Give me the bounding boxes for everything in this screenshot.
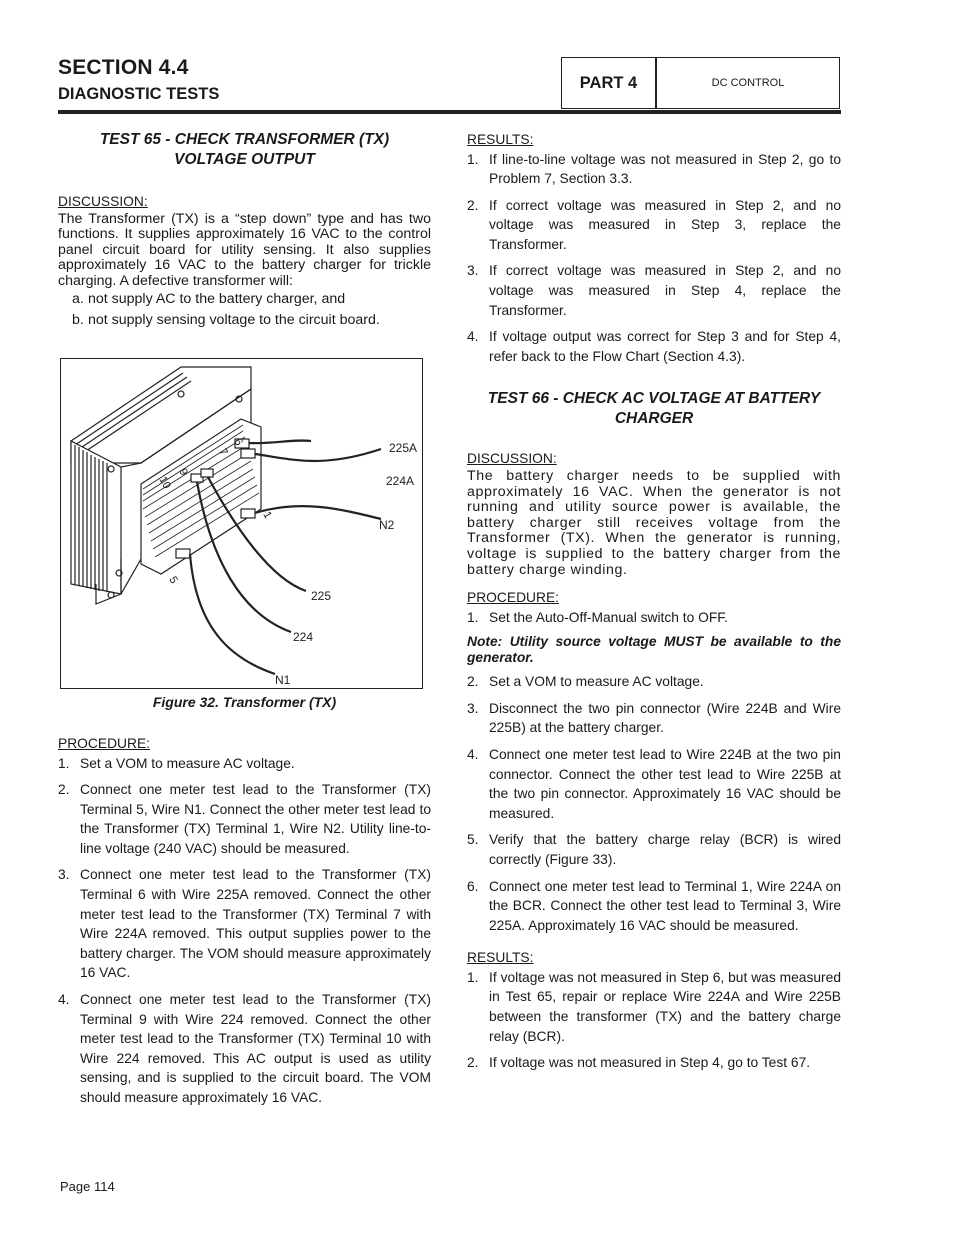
step-text: If voltage was not measured in Step 4, go to Test 67.	[489, 1055, 811, 1071]
test66-title-line2: CHARGER	[614, 410, 694, 428]
step-number: 5.	[467, 832, 479, 848]
step-text: Set a VOM to measure AC voltage.	[80, 755, 295, 771]
step-text: Connect one meter test lead to Wire 224B at the two pin connector. Connect the other test lead to Wire 225B at the two pin connector. Approximately 16 VAC should be measured.	[489, 746, 841, 821]
list-marker: b.	[72, 312, 84, 329]
step-number: 2.	[58, 782, 70, 798]
test66-results-list	[467, 968, 841, 1073]
step-number: 1.	[467, 609, 479, 625]
step-number: 3.	[467, 700, 479, 716]
list-item	[467, 608, 841, 628]
test65-discussion-label: DISCUSSION:	[58, 194, 148, 209]
wire-label-225: 225	[311, 589, 332, 603]
wire-label-n2: N2	[379, 518, 395, 532]
step-number: 4.	[467, 746, 479, 762]
list-text: not supply sensing voltage to the circuit board.	[88, 312, 380, 329]
terminal-label-6: 6	[231, 436, 245, 448]
header-rule	[58, 110, 841, 114]
test65-title-line2: VOLTAGE OUTPUT	[174, 151, 315, 168]
step-number: 4.	[58, 992, 70, 1008]
list-item	[467, 672, 841, 692]
list-item	[467, 150, 841, 189]
step-number: 4.	[467, 329, 479, 345]
list-item	[467, 745, 841, 823]
test66-discussion-label: DISCUSSION:	[467, 451, 557, 467]
part-description: DC CONTROL	[711, 77, 785, 89]
figure-caption: Figure 32. Transformer (TX)	[152, 694, 337, 710]
list-item	[58, 780, 431, 858]
test65-title	[58, 130, 431, 170]
test65-results-label: RESULTS:	[467, 132, 534, 147]
test65-procedure-list	[58, 754, 431, 1108]
test66-procedure-list	[467, 672, 841, 935]
step-text: Verify that the battery charge relay (BCR) is wired correctly (Figure 33).	[489, 832, 841, 867]
test65-header-block	[58, 130, 431, 331]
terminal-label-7: 7	[216, 446, 230, 458]
list-item	[58, 289, 431, 310]
step-number: 3.	[467, 263, 479, 279]
wire-label-224: 224	[293, 630, 314, 644]
list-item	[467, 699, 841, 738]
list-item	[58, 990, 431, 1108]
test66-title-line1: TEST 66 - CHECK AC VOLTAGE AT BATTERY	[487, 390, 821, 408]
test65-results-list	[467, 150, 841, 367]
section-subtitle: DIAGNOSTIC TESTS	[58, 85, 220, 103]
test65-discussion: The Transformer (TX) is a “step down” type and has two functions. It supplies approximately 16 VAC to the control panel circuit board for utility sensing. It also supplies approximately 16 VAC to the battery charger for trickle charging. A defective transformer will:	[58, 210, 431, 289]
test65-procedure-block	[58, 734, 431, 1115]
list-text: not supply AC to the battery charger, and	[88, 291, 346, 308]
list-item	[58, 865, 431, 983]
step-text: Set the Auto-Off-Manual switch to OFF.	[489, 609, 728, 625]
step-text: Connect one meter test lead to Terminal 1, Wire 224A on the BCR. Connect the other test lead to Terminal 3, Wire 225A. Approximately 16 VAC should be measured.	[489, 878, 841, 933]
step-text: Connect one meter test lead to the Transformer (TX) Terminal 9 with Wire 224 removed. Connect the other meter test lead to the Transformer (TX) Terminal 10 with Wire 224 removed. This AC output is used as utility sensing, and is supplied to the circuit board. The VOM should measure approximately 16 VAC.	[80, 992, 431, 1105]
step-text: If voltage output was correct for Step 3 and for Step 4, refer back to the Flow Chart (Section 4.3).	[489, 329, 841, 364]
wire-label-225a: 225A	[389, 441, 418, 455]
test65-title-line1: TEST 65 - CHECK TRANSFORMER (TX)	[99, 131, 390, 148]
wire-label-224a: 224A	[386, 474, 415, 488]
list-item	[467, 830, 841, 869]
test66-title	[467, 389, 841, 429]
test65-procedure-label: PROCEDURE:	[58, 736, 150, 751]
test66-note: Note: Utility source voltage MUST be available to the generator.	[467, 634, 841, 666]
list-item	[467, 327, 841, 366]
list-item	[58, 754, 431, 774]
list-item	[58, 310, 431, 331]
step-number: 6.	[467, 878, 479, 894]
terminal-label-5: 5	[166, 574, 180, 586]
right-column	[467, 130, 841, 1080]
step-number: 1.	[58, 755, 70, 771]
list-item	[467, 968, 841, 1046]
test65-sub-list	[58, 289, 431, 331]
terminal-label-1: 1	[260, 509, 274, 521]
step-number: 3.	[58, 867, 70, 883]
test66-discussion: The battery charger needs to be supplied with approximately 16 VAC. When the generator is not running and utility source power is available, the battery charger still receives voltage from the Transformer (TX). When the generator is running, voltage is supplied to the battery charger from the battery charge winding.	[467, 467, 841, 578]
step-text: If correct voltage was measured in Step 2, and no voltage was measured in Step 4, replace the Transformer.	[489, 263, 841, 318]
step-text: Set a VOM to measure AC voltage.	[489, 674, 704, 690]
test66-procedure-list-start	[467, 608, 841, 628]
section-title: SECTION 4.4	[58, 56, 189, 79]
list-item	[467, 877, 841, 936]
terminal-label-9: 9	[176, 466, 190, 478]
step-number: 2.	[467, 1055, 479, 1071]
step-text: If voltage was not measured in Step 6, but was measured in Test 65, repair or replace Wire 224A and Wire 225B between the transformer (TX) and the battery charge relay (BCR).	[489, 969, 841, 1044]
transformer-figure	[60, 358, 423, 689]
part-box	[561, 57, 840, 109]
step-text: Connect one meter test lead to the Transformer (TX) Terminal 5, Wire N1. Connect the other meter test lead to the Transformer (TX) Terminal 1, Wire N2. Utility line-to-line voltage (240 VAC) should be measured.	[80, 782, 431, 856]
part-label: PART 4	[562, 58, 657, 108]
step-text: Disconnect the two pin connector (Wire 224B and Wire 225B) at the battery charger.	[489, 700, 841, 736]
step-text: If correct voltage was measured in Step 2, and no voltage was measured in Step 3, replace the Transformer.	[489, 197, 841, 252]
test66-results-label: RESULTS:	[467, 950, 534, 966]
page-number: Page 114	[60, 1179, 115, 1194]
list-item	[467, 196, 841, 255]
list-marker: a.	[72, 291, 84, 308]
step-text: Connect one meter test lead to the Transformer (TX) Terminal 6 with Wire 225A removed. Connect the other meter test lead to the Transformer (TX) Terminal 7 with Wire 224A removed. This output supplies power to the battery charger. The VOM should measure approximately 16 VAC.	[80, 867, 431, 981]
wire-label-n1: N1	[275, 673, 291, 687]
terminal-label-10: 10	[156, 474, 173, 492]
step-number: 2.	[467, 197, 479, 213]
step-number: 1.	[467, 151, 479, 167]
step-number: 2.	[467, 674, 479, 690]
list-item	[467, 261, 841, 320]
transformer-diagram	[61, 359, 421, 687]
step-text: If line-to-line voltage was not measured in Step 2, go to Problem 7, Section 3.3.	[489, 151, 841, 187]
step-number: 1.	[467, 969, 479, 985]
list-item	[467, 1053, 841, 1073]
test66-procedure-label: PROCEDURE:	[467, 590, 559, 606]
